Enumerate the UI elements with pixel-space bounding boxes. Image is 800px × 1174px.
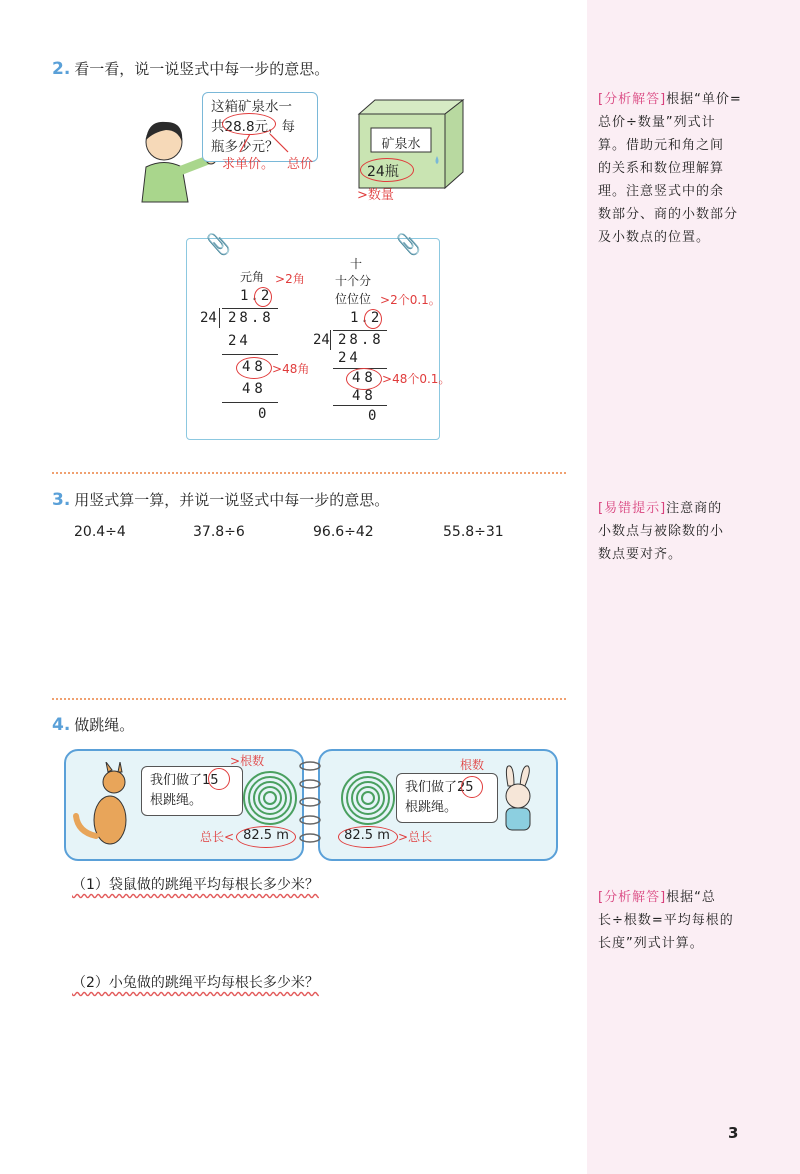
rope-length: 82.5 m [344, 828, 390, 843]
divisor: 24 [200, 310, 217, 326]
count-circle [461, 776, 483, 798]
kangaroo-illustration [72, 762, 134, 848]
divisor: 24 [313, 332, 330, 348]
rope-coil-icon [340, 770, 396, 826]
tip-tag: [分析解答] [598, 890, 667, 905]
binder-rings [296, 756, 324, 852]
question-number: 4. [52, 715, 71, 735]
rabbit-illustration [494, 764, 540, 840]
division-bracket [330, 330, 331, 350]
division-bracket [219, 308, 220, 328]
annotation-count: 根数 [240, 754, 265, 768]
step-circle [346, 368, 382, 390]
section-divider [52, 698, 566, 700]
question-number: 2. [52, 59, 71, 79]
bubble-line: 共28.8元，每 [211, 119, 296, 135]
tip-line: 长度”列式计算。 [598, 936, 704, 951]
tip-common-mistake [598, 497, 784, 566]
step-subtract: 48 [352, 388, 377, 404]
step-bring-down: 48 [352, 370, 377, 386]
step-line [333, 405, 387, 406]
place-labels: 位位位 [335, 292, 372, 306]
tip-line: 数部分、商的小数部分 [598, 207, 739, 222]
remainder: 0 [258, 406, 267, 422]
tip-tag: [易错提示] [598, 501, 667, 516]
box-label: 矿泉水 [381, 137, 421, 152]
question-number: 3. [52, 490, 71, 510]
dividend: 28.8 [338, 332, 384, 348]
count-circle [208, 768, 230, 790]
exercise-expression: 55.8÷31 [443, 524, 504, 540]
length-circle [338, 826, 398, 848]
quantity-circle [360, 158, 414, 182]
tip-tag: [分析解答] [598, 92, 667, 107]
quotient-circle [364, 309, 382, 329]
bubble-line: 我们做了15 [150, 773, 219, 788]
annotation-count: 根数 [460, 758, 485, 772]
step-bring-down: 48 [242, 359, 267, 375]
dividend: 28.8 [228, 310, 274, 326]
question-4-heading [52, 714, 134, 735]
division-bar [333, 330, 387, 331]
step-subtract: 24 [338, 350, 361, 366]
step-subtract: 48 [242, 381, 267, 397]
rope-length: 82.5 m [243, 828, 289, 843]
question-title: 用竖式算一算，并说一说竖式中每一步的意思。 [74, 491, 390, 509]
quotient-circle [254, 287, 272, 307]
sub-question-text: （2）小兔做的跳绳平均每根长多少米？ [72, 975, 319, 991]
rabbit-speech-bubble [396, 773, 498, 823]
step-circle [236, 357, 272, 379]
exercise-expression: 20.4÷4 [74, 524, 126, 540]
bubble-line: 我们做了25 [405, 780, 474, 795]
question-title: 做跳绳。 [74, 716, 135, 734]
annotation-unit-price: 求单价。 [222, 157, 275, 172]
place-labels: 元角 [240, 270, 265, 284]
annotation-total: 总长 [408, 830, 433, 844]
tip-analysis-1 [598, 88, 784, 249]
bubble-line: 这箱矿泉水一 [211, 99, 292, 115]
remainder: 0 [368, 408, 377, 424]
sub-question-1 [72, 874, 319, 894]
step-line [222, 402, 278, 403]
box-count: 24瓶 [367, 164, 399, 180]
section-divider [52, 472, 566, 474]
step-line [222, 354, 278, 355]
tip-line: 理。注意竖式中的余 [598, 184, 725, 199]
question-title: 看一看，说一说竖式中每一步的意思。 [74, 60, 330, 78]
tip-line: 的关系和数位理解算 [598, 161, 725, 176]
question-3-heading [52, 489, 389, 510]
annotation-step: 48角 [282, 362, 310, 376]
annotation-arrows [230, 130, 310, 156]
place-labels: 十 [350, 257, 363, 271]
quotient: 1.2 [240, 288, 272, 304]
tip-analysis-2 [598, 886, 784, 955]
annotation-quotient: 2角 [285, 272, 305, 286]
tip-line: 数点要对齐。 [598, 547, 683, 562]
bubble-line: 根跳绳。 [150, 793, 203, 808]
annotation-step: 48个0.1。 [392, 372, 451, 386]
sub-question-text: （1）袋鼠做的跳绳平均每根长多少米？ [72, 877, 319, 893]
tip-line: 根据“总 [666, 890, 716, 905]
paperclip-icon: 📎 [206, 232, 231, 256]
tip-line: 总价÷数量”列式计 [598, 115, 716, 130]
tip-line: 及小数点的位置。 [598, 230, 711, 245]
bubble-line: 瓶多少元？ [211, 139, 279, 155]
annotation-quotient: 2个0.1。 [390, 293, 441, 307]
quotient: 1.2 [350, 310, 382, 326]
place-labels: 十个分 [335, 274, 372, 288]
page-number: 3 [728, 1124, 739, 1142]
division-bar [222, 308, 278, 309]
length-circle [236, 826, 296, 848]
annotation-total: 总长 [200, 830, 225, 844]
tip-line: 根据“单价= [666, 92, 742, 107]
exercise-expression: 37.8÷6 [193, 524, 245, 540]
tip-line: 算。借助元和角之间 [598, 138, 725, 153]
rope-coil-icon [242, 770, 298, 826]
question-2-heading [52, 58, 329, 79]
sub-question-2 [72, 972, 319, 992]
step-subtract: 24 [228, 333, 251, 349]
annotation-total-price: 总价 [287, 157, 314, 172]
tip-line: 长÷根数=平均每根的 [598, 913, 734, 928]
annotation-quantity: 数量 [367, 188, 394, 203]
bubble-line: 根跳绳。 [405, 800, 458, 815]
tip-line: 小数点与被除数的小 [598, 524, 725, 539]
exercise-expression: 96.6÷42 [313, 524, 374, 540]
tip-line: 注意商的 [666, 501, 723, 516]
paperclip-icon: 📎 [396, 232, 421, 256]
